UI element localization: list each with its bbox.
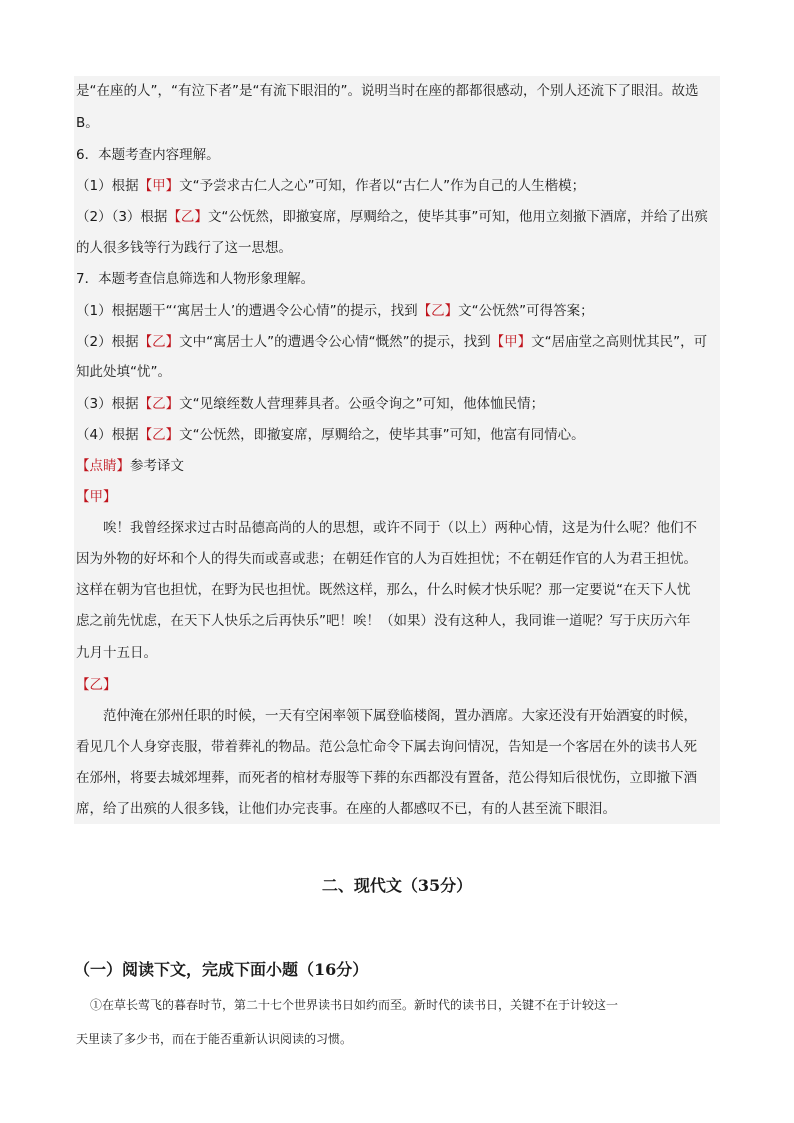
text: ①在草长莺飞的暮春时节，第二十七个世界读书日如约而至。新时代的读书日，关键不在于计较这一 bbox=[90, 998, 619, 1012]
text: 在邠州，将要去城郊埋葬，而死者的棺材寿服等下葬的东西都没有置备，范公得知后很忧伤，立即撤下酒 bbox=[76, 770, 697, 786]
translation-yi-heading bbox=[76, 676, 720, 694]
passage-mark-jia: 【甲】 bbox=[490, 334, 532, 350]
reading-paragraph-line bbox=[76, 1030, 720, 1048]
text: 范仲淹在邠州任职的时候，一天有空闲率领下属登临楼阁，置办酒席。大家还没有开始酒宴的时候， bbox=[103, 708, 697, 724]
text: 天里读了多少书，而在于能否重新认识阅读的习惯。 bbox=[76, 1032, 353, 1046]
text: 6．本题考查内容理解。 bbox=[76, 147, 220, 163]
passage-mark-yi: 【乙】 bbox=[138, 334, 180, 350]
passage-mark-yi: 【乙】 bbox=[167, 209, 208, 225]
text: 文“公怃然，即撤宴席，厚赒给之，使毕其事”可知，他富有同情心。 bbox=[179, 427, 585, 443]
text: 文“见缞绖数人营理葬具者。公亟令询之”可知，他体恤民情； bbox=[179, 396, 545, 412]
text: 知此处填“忧”。 bbox=[76, 364, 171, 380]
text: 参考译文 bbox=[130, 458, 184, 474]
dianjing-heading bbox=[76, 457, 720, 475]
text: （2）（3）根据 bbox=[76, 209, 168, 225]
question-7-item-4 bbox=[76, 426, 720, 444]
text: 虑之前先忧虑，在天下人快乐之后再快乐”吧！唉！（如果）没有这种人，我同谁一道呢？写于庆历六年 bbox=[76, 613, 691, 629]
text: 看见几个人身穿丧服，带着葬礼的物品。范公急忙命令下属去询问情况，告知是一个客居在外的读书人死 bbox=[76, 739, 697, 755]
question-7-item-2 bbox=[76, 333, 720, 351]
text: 文“予尝求古仁人之心”可知，作者以“古仁人”作为自己的人生楷模； bbox=[179, 178, 586, 194]
text: B。 bbox=[76, 115, 99, 131]
passage-mark-jia: 【甲】 bbox=[76, 489, 117, 505]
question-6-title bbox=[76, 146, 720, 164]
dianjing-mark: 【点睛】 bbox=[76, 458, 130, 474]
text: 是“在座的人”，“有泣下者”是“有流下眼泪的”。说明当时在座的都都很感动，个别人还流下了眼泪。故选 bbox=[76, 83, 699, 99]
text: （4）根据 bbox=[76, 427, 139, 443]
translation-yi-line bbox=[76, 769, 720, 787]
section-title: 二、现代文（35分） bbox=[321, 876, 473, 895]
question-7-item-2-cont bbox=[76, 363, 720, 381]
passage-mark-yi: 【乙】 bbox=[138, 396, 180, 412]
question-6-item-2-cont bbox=[76, 239, 720, 257]
reading-paragraph-line bbox=[76, 996, 720, 1014]
translation-jia-heading bbox=[76, 488, 720, 506]
text: 因为外物的好坏和个人的得失而或喜或悲；在朝廷作官的人为百姓担忧；不在朝廷作官的人为君王担忧。 bbox=[76, 551, 697, 567]
text: 文“居庙堂之高则忧其民”，可 bbox=[531, 334, 708, 350]
text: 文中“寓居士人”的遭遇令公心情“慨然”的提示，找到 bbox=[179, 334, 491, 350]
text: （1）根据 bbox=[76, 178, 139, 194]
text: 文“公怃然，即撤宴席，厚赒给之，使毕其事”可知，他用立刻撤下酒席，并给了出殡 bbox=[207, 209, 708, 225]
text: （1）根据题干“‘寓居士人’的遭遇令公心情”的提示，找到 bbox=[76, 303, 418, 319]
subsection-title: （一）阅读下文，完成下面小题（16分） bbox=[74, 960, 369, 979]
translation-jia-line bbox=[76, 519, 720, 537]
translation-yi-line bbox=[76, 707, 720, 725]
question-7-item-3 bbox=[76, 395, 720, 413]
question-6-item-1 bbox=[76, 177, 720, 195]
text: （3）根据 bbox=[76, 396, 139, 412]
translation-yi-line bbox=[76, 800, 720, 818]
translation-jia-line bbox=[76, 644, 720, 662]
translation-jia-line bbox=[76, 550, 720, 568]
passage-mark-yi: 【乙】 bbox=[138, 427, 180, 443]
text: 九月十五日。 bbox=[76, 645, 157, 661]
text: 唉！我曾经探求过古时品德高尚的人的思想，或许不同于（以上）两种心情，这是为什么呢？他们不 bbox=[103, 520, 697, 536]
passage-mark-yi: 【乙】 bbox=[76, 677, 117, 693]
text: （2）根据 bbox=[76, 334, 139, 350]
text: 文“公怃然”可得答案； bbox=[458, 303, 594, 319]
answer-line bbox=[76, 114, 720, 132]
answer-line bbox=[76, 82, 720, 100]
passage-mark-jia: 【甲】 bbox=[138, 178, 180, 194]
translation-jia-line bbox=[76, 612, 720, 630]
text: 7．本题考查信息筛选和人物形象理解。 bbox=[76, 271, 315, 287]
question-7-title bbox=[76, 270, 720, 288]
text: 的人很多钱等行为践行了这一思想。 bbox=[76, 240, 292, 256]
text: 这样在朝为官也担忧，在野为民也担忧。既然这样，那么，什么时候才快乐呢？那一定要说“在天下人忧 bbox=[76, 582, 691, 598]
translation-jia-line bbox=[76, 581, 720, 599]
question-7-item-1 bbox=[76, 302, 720, 320]
passage-mark-yi: 【乙】 bbox=[417, 303, 459, 319]
translation-yi-line bbox=[76, 738, 720, 756]
text: 席，给了出殡的人很多钱，让他们办完丧事。在座的人都感叹不已，有的人甚至流下眼泪。 bbox=[76, 801, 616, 817]
question-6-item-2 bbox=[76, 208, 720, 226]
